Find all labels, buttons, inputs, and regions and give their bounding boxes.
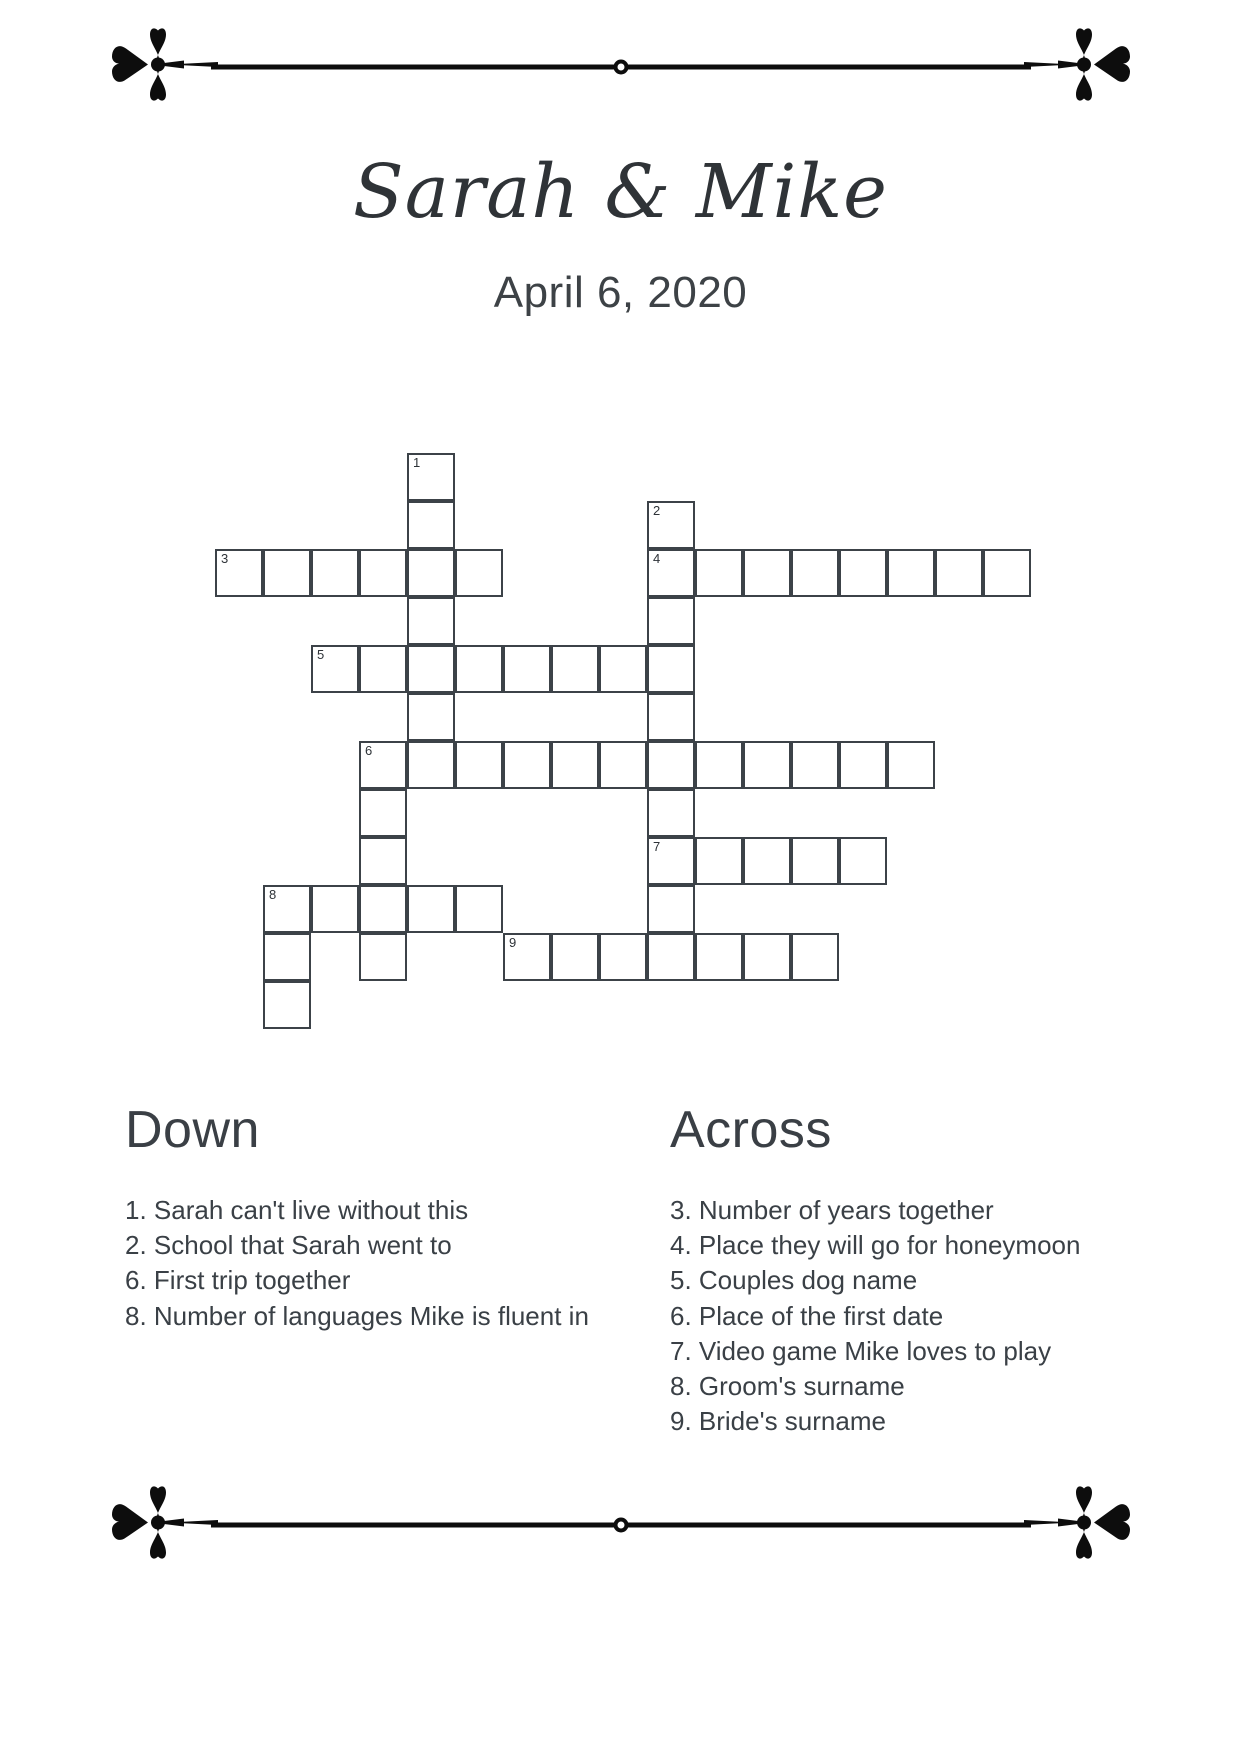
crossword-cell[interactable] [551,933,599,981]
crossword-cell[interactable] [263,549,311,597]
crossword-cell[interactable] [551,645,599,693]
crossword-cell[interactable] [647,501,695,549]
clue-down-item: 2. School that Sarah went to [125,1230,452,1261]
clue-down-item: 8. Number of languages Mike is fluent in [125,1300,589,1331]
clues-down-column [125,1100,660,1441]
crossword-cell[interactable] [599,645,647,693]
top-ornament-divider [0,22,1241,112]
crossword-cell[interactable] [599,933,647,981]
crossword-cell[interactable] [359,645,407,693]
cell-number-label: 3 [221,551,229,566]
crossword-cell[interactable] [791,837,839,885]
clues-down-heading: Down [125,1101,260,1159]
crossword-cell[interactable] [215,549,263,597]
clue-across-item: 3. Number of years together [670,1195,994,1225]
crossword-cell[interactable] [935,549,983,597]
cell-number-label: 4 [653,551,661,566]
crossword-cell[interactable] [407,549,455,597]
crossword-cell[interactable] [839,741,887,789]
clues-across-heading: Across [670,1101,832,1159]
crossword-cell[interactable] [455,741,503,789]
crossword-cell[interactable] [359,549,407,597]
crossword-cell[interactable] [839,837,887,885]
crossword-cell[interactable] [407,645,455,693]
crossword-cell[interactable] [455,645,503,693]
clue-across-item: 4. Place they will go for honeymoon [670,1230,1081,1261]
crossword-cell[interactable] [263,981,311,1029]
clue-across-item: 6. Place of the first date [670,1300,944,1331]
divider-center-dot [613,60,628,75]
crossword-cell[interactable] [695,933,743,981]
crossword-cell[interactable] [311,645,359,693]
cell-number-label: 6 [365,743,373,758]
crossword-cell[interactable] [359,933,407,981]
clue-across-item: 8. Groom's surname [670,1371,905,1402]
crossword-cell[interactable] [647,933,695,981]
crossword-cell[interactable] [647,693,695,741]
clues-section [0,1100,1241,1441]
crossword-cell[interactable] [791,933,839,981]
fleur-de-lis-icon-left [108,27,228,108]
cell-number-label: 9 [509,935,517,950]
crossword-cell[interactable] [311,549,359,597]
bottom-ornament-divider [0,1480,1241,1570]
crossword-cell[interactable] [743,837,791,885]
cell-number-label: 5 [317,647,325,662]
crossword-cell[interactable] [647,837,695,885]
crossword-grid[interactable] [215,453,1035,1033]
crossword-cell[interactable] [647,885,695,933]
crossword-cell[interactable] [647,597,695,645]
crossword-cell[interactable] [791,549,839,597]
crossword-cell[interactable] [695,741,743,789]
fleur-de-lis-icon-right [1014,27,1134,108]
divider-center-dot-bottom [613,1518,628,1533]
couple-names-title: Sarah & Mike [353,149,888,235]
clue-across-item: 5. Couples dog name [670,1265,918,1296]
crossword-cell[interactable] [359,789,407,837]
cell-number-label: 7 [653,839,661,854]
crossword-cell[interactable] [599,741,647,789]
clues-down-list [125,1194,660,1332]
clues-across-list [670,1194,1190,1438]
clue-across-item: 9. Bride's surname [670,1406,886,1437]
crossword-cell[interactable] [503,741,551,789]
crossword-cell[interactable] [455,549,503,597]
crossword-cell[interactable] [887,549,935,597]
fleur-de-lis-icon-left-bottom [108,1485,228,1566]
crossword-cell[interactable] [503,933,551,981]
clue-down-item: 6. First trip together [125,1265,351,1296]
wedding-date: April 6, 2020 [493,268,748,317]
crossword-cell[interactable] [407,501,455,549]
crossword-cell[interactable] [407,885,455,933]
crossword-cell[interactable] [983,549,1031,597]
crossword-cell[interactable] [407,597,455,645]
clue-across-item: 7. Video game Mike loves to play [670,1335,1052,1366]
crossword-cell[interactable] [407,453,455,501]
fleur-de-lis-icon-right-bottom [1014,1485,1134,1566]
crossword-cell[interactable] [839,549,887,597]
crossword-cell[interactable] [695,549,743,597]
crossword-cell[interactable] [263,885,311,933]
crossword-cell[interactable] [647,549,695,597]
crossword-cell[interactable] [887,741,935,789]
crossword-cell[interactable] [695,837,743,885]
cell-number-label: 2 [653,503,661,518]
crossword-cell[interactable] [503,645,551,693]
crossword-cell[interactable] [407,693,455,741]
cell-number-label: 1 [413,455,421,470]
crossword-cell[interactable] [551,741,599,789]
crossword-cell[interactable] [407,741,455,789]
crossword-cell[interactable] [359,837,407,885]
crossword-cell[interactable] [647,741,695,789]
crossword-cell[interactable] [359,741,407,789]
crossword-cell[interactable] [647,789,695,837]
crossword-cell[interactable] [359,885,407,933]
crossword-cell[interactable] [743,549,791,597]
clues-across-column [670,1100,1190,1441]
crossword-cell[interactable] [743,933,791,981]
crossword-cell[interactable] [263,933,311,981]
crossword-cell[interactable] [455,885,503,933]
clue-down-item: 1. Sarah can't live without this [125,1195,469,1225]
crossword-cell[interactable] [791,741,839,789]
crossword-cell[interactable] [311,885,359,933]
crossword-cell[interactable] [743,741,791,789]
crossword-cell[interactable] [647,645,695,693]
cell-number-label: 8 [269,887,277,902]
